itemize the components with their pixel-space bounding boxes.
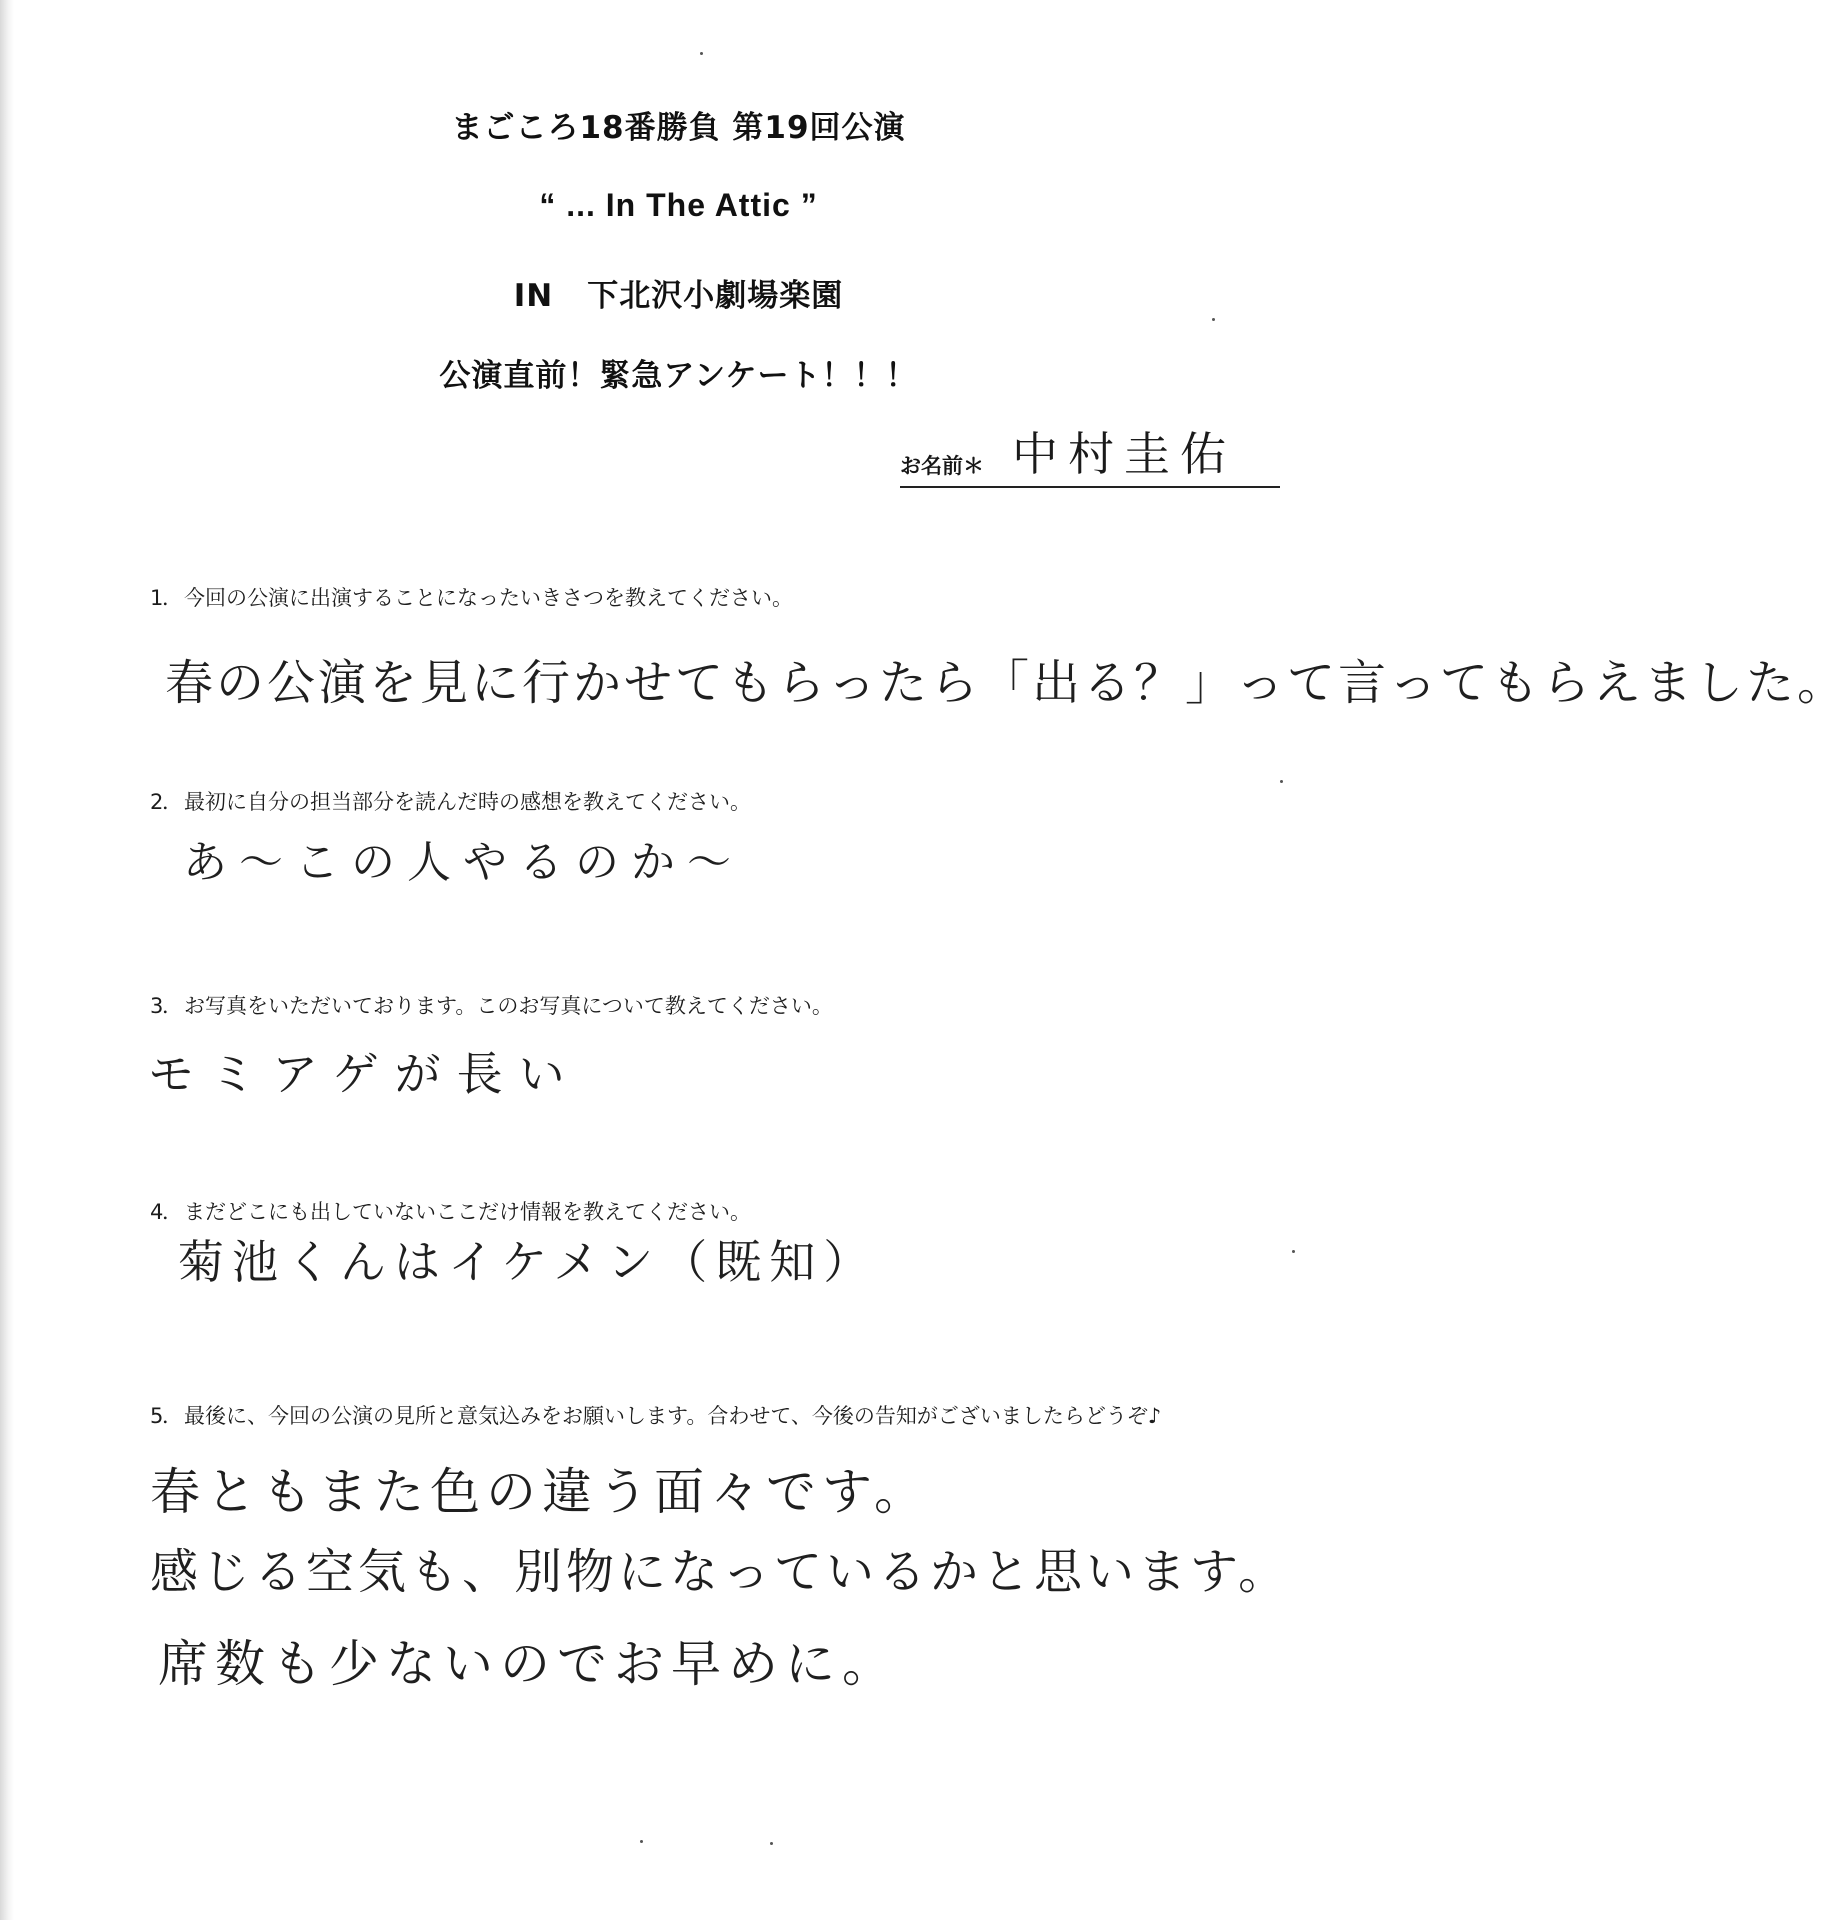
answer-1: 春の公演を見に行かせてもらったら「出る？」って言ってもらえました。	[165, 655, 1848, 711]
question-number: 3	[150, 994, 164, 1018]
scan-speck	[700, 52, 703, 55]
question-number: 4	[150, 1200, 164, 1224]
name-label: お名前＊	[900, 454, 984, 478]
answer-2: あ～この人やるのか～	[183, 837, 743, 888]
question-text: 最後に、今回の公演の見所と意気込みをお願いします。合わせて、今後の告知がございましたらどうぞ♪	[184, 1404, 1162, 1428]
answer-4: 菊池くんはイケメン（既知）	[178, 1235, 878, 1289]
answer-5-line-2: 感じる空気も、別物になっているかと思います。	[150, 1544, 1291, 1600]
scan-speck	[1280, 780, 1283, 783]
title-performance: まごころ18番勝負 第19回公演	[451, 110, 906, 146]
name-handwritten-value: 中村圭佑	[1012, 427, 1236, 481]
title-venue-line	[0, 270, 1357, 315]
question-number: 2	[150, 790, 164, 814]
question-text: まだどこにも出していないここだけ情報を教えてください。	[184, 1200, 751, 1224]
question-4: 4．まだどこにも出していないここだけ情報を教えてください。	[150, 1200, 751, 1224]
question-1: 1．今回の公演に出演することになったいきさつを教えてください。	[150, 586, 793, 610]
title-survey: 公演直前！緊急アンケート！！！	[439, 358, 918, 394]
question-text: お写真をいただいております。このお写真について教えてください。	[184, 994, 833, 1018]
answer-3: モミアゲが長い	[148, 1047, 581, 1101]
scan-speck	[1212, 318, 1215, 321]
question-number: 1	[150, 586, 164, 610]
question-2: 2．最初に自分の担当部分を読んだ時の感想を教えてください。	[150, 790, 751, 814]
scan-speck	[640, 1840, 643, 1843]
title-venue-name: 下北沢小劇場楽園	[587, 278, 844, 314]
answer-5-line-1: 春ともまた色の違う面々です。	[150, 1463, 930, 1521]
question-5: 5．最後に、今回の公演の見所と意気込みをお願いします。合わせて、今後の告知がございましたらどうぞ♪	[150, 1404, 1162, 1428]
name-field	[900, 426, 1280, 488]
title-venue-prefix: IN	[513, 278, 554, 314]
answer-5-line-3: 席数も少ないのでお早めに。	[158, 1635, 899, 1693]
question-number: 5	[150, 1404, 164, 1428]
title-play-name: “ ... In The Attic ”	[539, 187, 818, 223]
question-text: 最初に自分の担当部分を読んだ時の感想を教えてください。	[184, 790, 751, 814]
scan-speck	[770, 1842, 773, 1845]
question-text: 今回の公演に出演することになったいきさつを教えてください。	[184, 586, 793, 610]
question-3: 3．お写真をいただいております。このお写真について教えてください。	[150, 994, 833, 1018]
scan-speck	[1292, 1250, 1295, 1253]
